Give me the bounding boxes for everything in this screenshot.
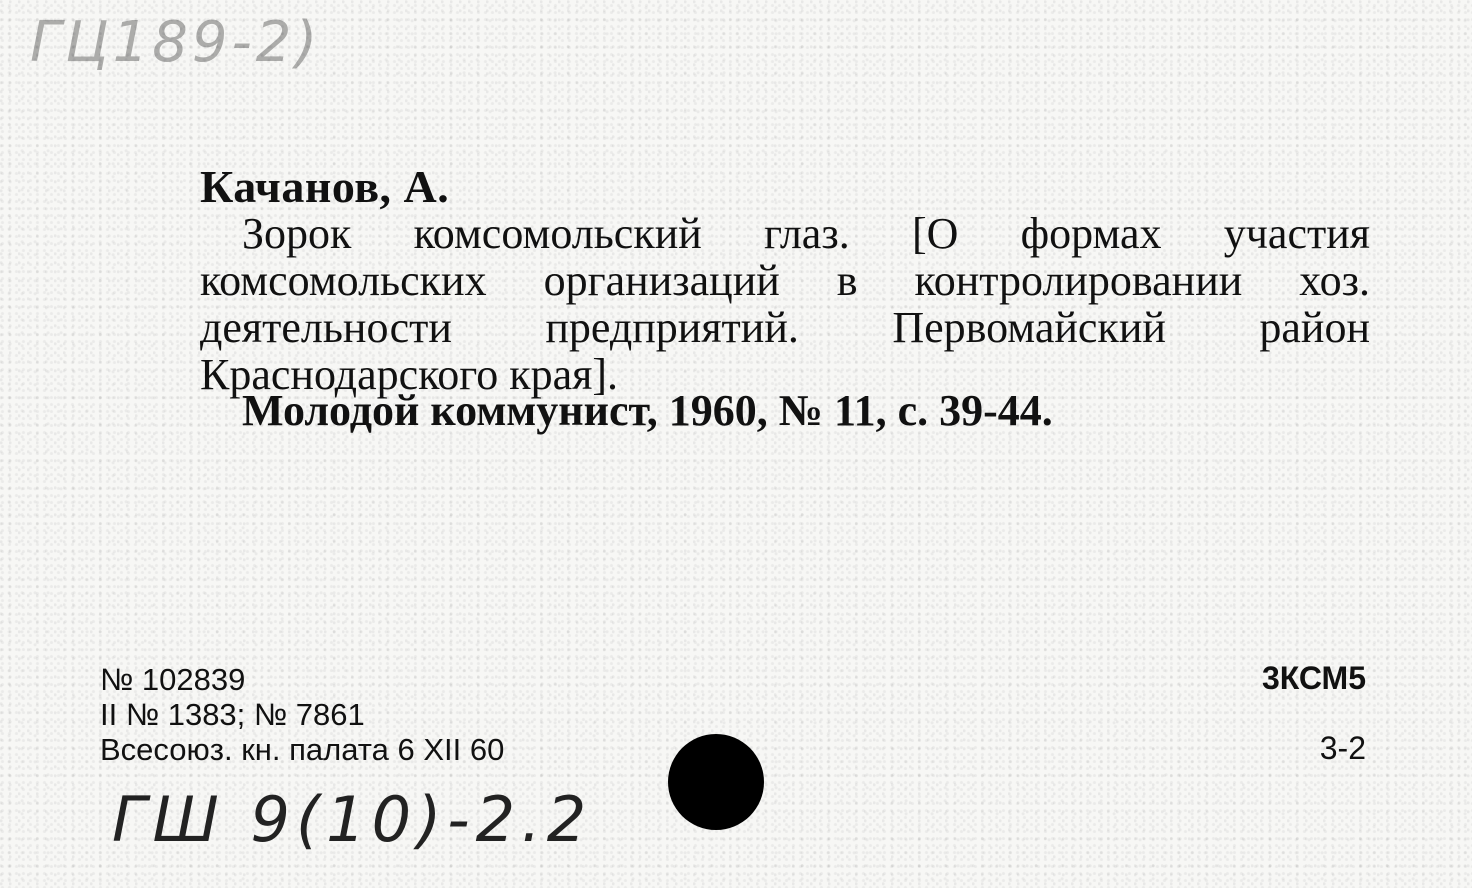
- punch-hole: [668, 734, 764, 830]
- record-number: № 102839: [100, 662, 246, 697]
- article-title-annotation: Зорок комсомольский глаз. [О формах участия комсомольских организаций в контролировании хоз. деятельности предприятий. Первомайский район Краснодарского края].: [200, 209, 1370, 399]
- source-citation: Молодой коммунист, 1960, № 11, с. 39-44.: [242, 386, 1053, 435]
- registration-numbers: II № 1383; № 7861: [100, 697, 365, 732]
- publisher-line: Всесоюз. кн. палата 6 XII 60: [100, 732, 505, 767]
- classification-code: 3КСМ5: [1261, 660, 1366, 696]
- classification-subcode: 3-2: [1319, 730, 1366, 766]
- author-heading: Качанов, А.: [200, 161, 450, 212]
- handwritten-shelfmark-bottom: ГШ 9(10)-2.2: [112, 783, 593, 856]
- handwritten-shelfmark-top: ГЦ189-2): [30, 10, 322, 75]
- registration-block: [100, 662, 504, 767]
